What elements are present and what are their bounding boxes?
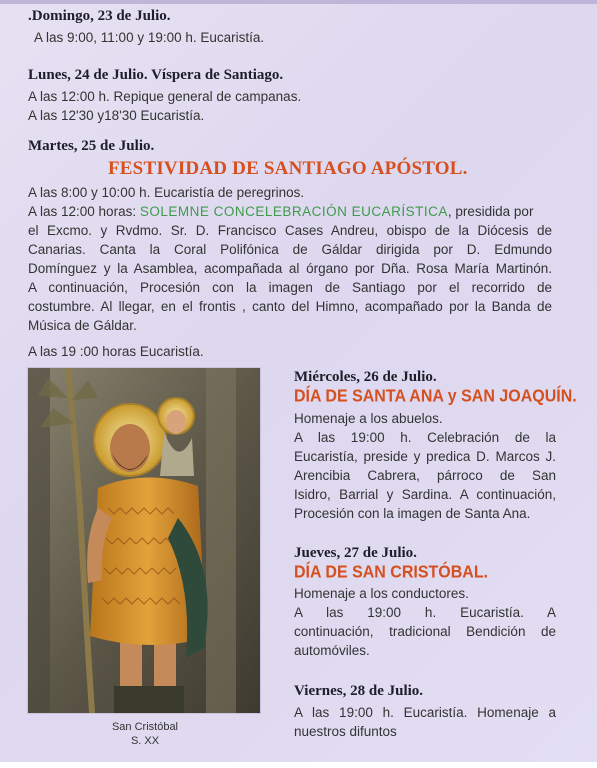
domingo-heading: .Domingo, 23 de Julio. (28, 8, 171, 24)
martes-heading: Martes, 25 de Julio. (28, 138, 155, 154)
jueves-heading: Jueves, 27 de Julio. (294, 545, 417, 561)
martes-line-start: A las 12:00 horas: (28, 204, 140, 219)
jueves-line: A las 19:00 h. Eucaristía. A (294, 605, 556, 620)
jueves-feast-wrap (294, 563, 488, 581)
miercoles-line: Arencibia Cabrera, párroco de San (294, 468, 556, 483)
martes-paragraph-line: A continuación, Procesión con la imagen de Santiago por el recorrido de (28, 280, 552, 295)
miercoles-line: Isidro, Barrial y Sardina. A continuación, (294, 487, 556, 502)
lunes-heading: Lunes, 24 de Julio. Víspera de Santiago. (28, 67, 284, 83)
miercoles-feast-wrap (294, 387, 577, 405)
viernes-line: nuestros difuntos (294, 724, 397, 739)
jueves-line: Homenaje a los conductores. (294, 586, 469, 601)
san-cristobal-feast-title: DÍA DE SAN CRISTÓBAL. (294, 563, 489, 583)
san-cristobal-photo (27, 367, 261, 714)
martes-line: A las 8:00 y 10:00 h. Eucaristía de peregrinos. (28, 185, 305, 200)
viernes-line: A las 19:00 h. Eucaristía. Homenaje a (294, 705, 556, 720)
lunes-line: A las 12'30 y18'30 Eucaristía. (28, 108, 205, 123)
miercoles-line: Procesión con la imagen de Santa Ana. (294, 506, 531, 521)
santa-ana-feast-title: DÍA DE SANTA ANA y SAN JOAQUÍN. (294, 387, 577, 407)
miercoles-line: Eucaristía, preside y predica D. Marcos J. (294, 449, 556, 464)
martes-paragraph-line: Canarias. Canta la Coral Polifónica de Gáldar dirigida por D. Edmundo (28, 242, 552, 257)
bottom-border (0, 762, 597, 768)
caption-century: S. XX (130, 735, 160, 747)
caption-title: San Cristóbal (111, 721, 179, 733)
martes-paragraph-line: Domínguez y la Asamblea, acompañada al órgano por Dña. Rosa María Martinón. (28, 261, 552, 276)
jueves-line: automóviles. (294, 643, 370, 658)
viernes-heading: Viernes, 28 de Julio. (294, 683, 424, 699)
martes-last-line: A las 19 :00 horas Eucaristía. (28, 344, 204, 359)
miercoles-line: A las 19:00 h. Celebración de la (294, 430, 556, 445)
lunes-line: A las 12:00 h. Repique general de campanas. (28, 89, 302, 104)
martes-paragraph-line: costumbre. Al llegar, en el frontis , canto del Himno, acompañado por la Banda de (28, 299, 552, 314)
martes-paragraph-line: Música de Gáldar. (28, 318, 137, 333)
photo-caption (85, 720, 205, 748)
miercoles-heading: Miércoles, 26 de Julio. (294, 369, 437, 385)
san-cristobal-statue-image (28, 368, 260, 713)
top-border (0, 0, 597, 4)
santiago-feast-title: FESTIVIDAD DE SANTIAGO APÓSTOL. (108, 158, 468, 179)
martes-paragraph-line: el Excmo. y Rvdmo. Sr. D. Francisco Cases Andreu, obispo de la Diócesis de (28, 223, 552, 238)
martes-line (28, 202, 576, 221)
martes-line-end: , presidida por (447, 204, 534, 219)
miercoles-line: Homenaje a los abuelos. (294, 411, 443, 426)
concelebration-highlight: SOLEMNE CONCELEBRACIÓN EUCARÍSTICA (139, 204, 448, 219)
jueves-line: continuación, tradicional Bendición de (294, 624, 556, 639)
domingo-line: A las 9:00, 11:00 y 19:00 h. Eucaristía. (34, 30, 265, 45)
